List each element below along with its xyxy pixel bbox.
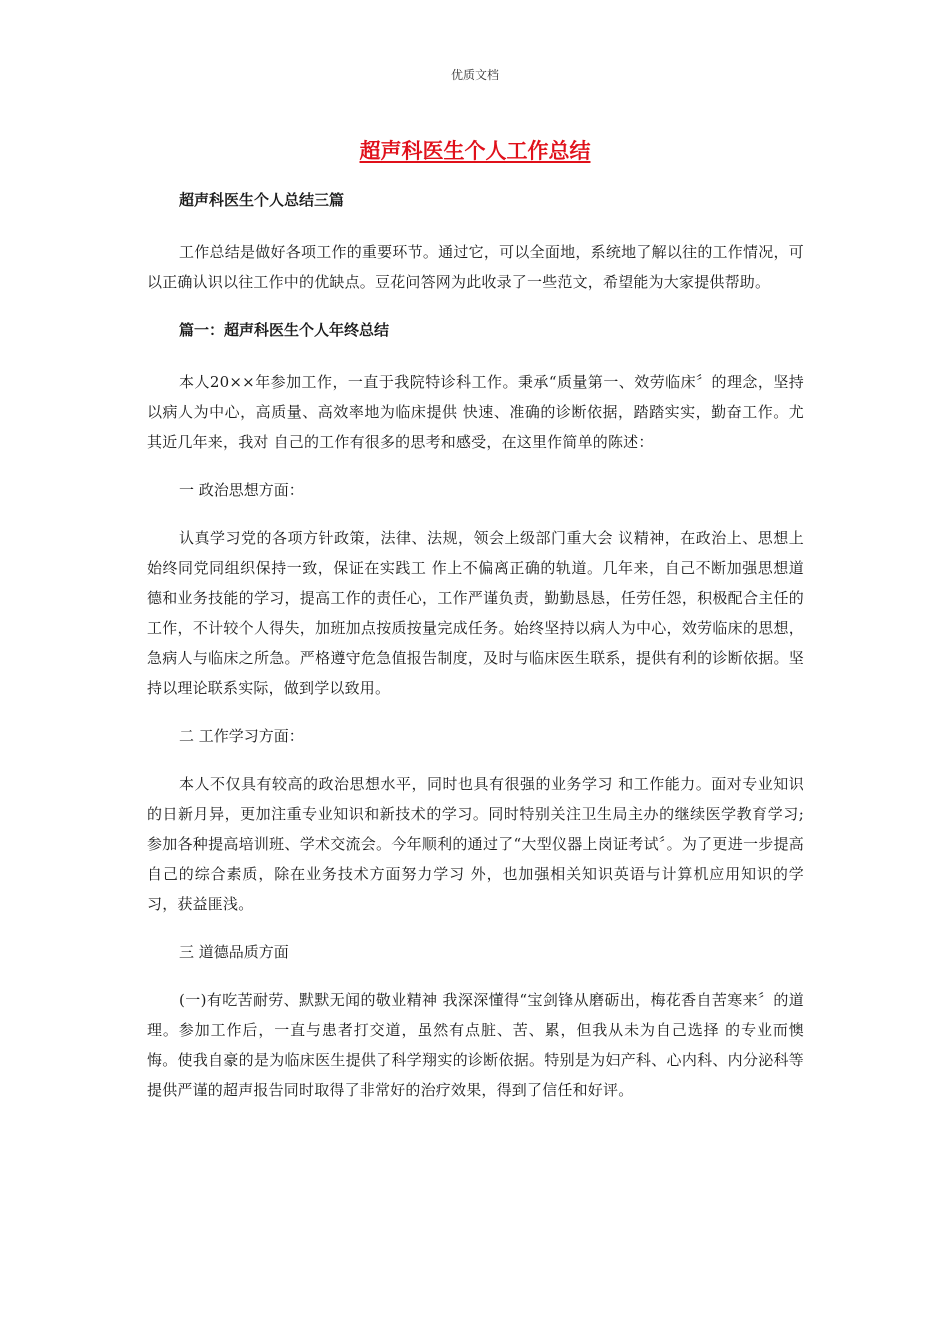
- section-heading-politics: 一 政治思想方面：: [179, 481, 304, 499]
- document-title: 超声科医生个人工作总结: [359, 138, 591, 163]
- subheading-part-one: 篇一：超声科医生个人年终总结: [179, 321, 390, 339]
- paragraph-opening: 本人20××年参加工作，一直于我院特诊科工作。秉承“质量第一、效劳临床〞的理念，坚持以病人为中心，高质量、高效率地为临床提供 快速、准确的诊断依据，踏踏实实，勤奋工作。尤其近几年来，我对 自己的工作有很多的思考和感受，在这里作简单的陈述：: [147, 373, 804, 451]
- section-heading-ethics: 三 道德品质方面: [179, 943, 289, 961]
- intro-paragraph: 工作总结是做好各项工作的重要环节。通过它，可以全面地，系统地了解以往的工作情况，可以正确认识以往工作中的优缺点。豆花问答网为此收录了一些范文，希望能为大家提供帮助。: [147, 243, 804, 291]
- page-header: 优质文档: [450, 68, 499, 82]
- document-body: [147, 185, 804, 1123]
- section-heading-work-study: 二 工作学习方面：: [179, 727, 304, 745]
- subheading-collection: 超声科医生个人总结三篇: [179, 191, 345, 209]
- paragraph-work-study: 本人不仅具有较高的政治思想水平，同时也具有很强的业务学习 和工作能力。面对专业知识的日新月异，更加注重专业知识和新技术的学习。同时特别关注卫生局主办的继续医学教育学习;参加各种提高培训班、学术交流会。今年顺利的通过了“大型仪器上岗证考试〞。为了更进一步提高自己的综合素质，除在业务技术方面努力学习 外，也加强相关知识英语与计算机应用知识的学习，获益匪浅。: [147, 775, 804, 913]
- paragraph-ethics: (一)有吃苦耐劳、默默无闻的敬业精神 我深深懂得“宝剑锋从磨砺出，梅花香自苦寒来〞的道理。参加工作后，一直与患者打交道，虽然有点脏、苦、累，但我从未为自己选择 的专业而懊悔。使我自豪的是为临床医生提供了科学翔实的诊断依据。特别是为妇产科、心内科、内分泌科等提供严谨的超声报告同时取得了非常好的治疗效果，得到了信任和好评。: [147, 991, 804, 1099]
- paragraph-politics: 认真学习党的各项方针政策，法律、法规，领会上级部门重大会 议精神，在政治上、思想上始终同党同组织保持一致，保证在实践工 作上不偏离正确的轨道。几年来，自己不断加强思想道德和业务技能的学习，提高工作的责任心，工作严谨负责，勤勤恳恳，任劳任怨，积极配合主任的工作，不计较个人得失，加班加点按质按量完成任务。始终坚持以病人为中心，效劳临床的思想，急病人与临床之所急。严格遵守危急值报告制度，及时与临床医生联系，提供有利的诊断依据。坚持以理论联系实际，做到学以致用。: [147, 529, 804, 697]
